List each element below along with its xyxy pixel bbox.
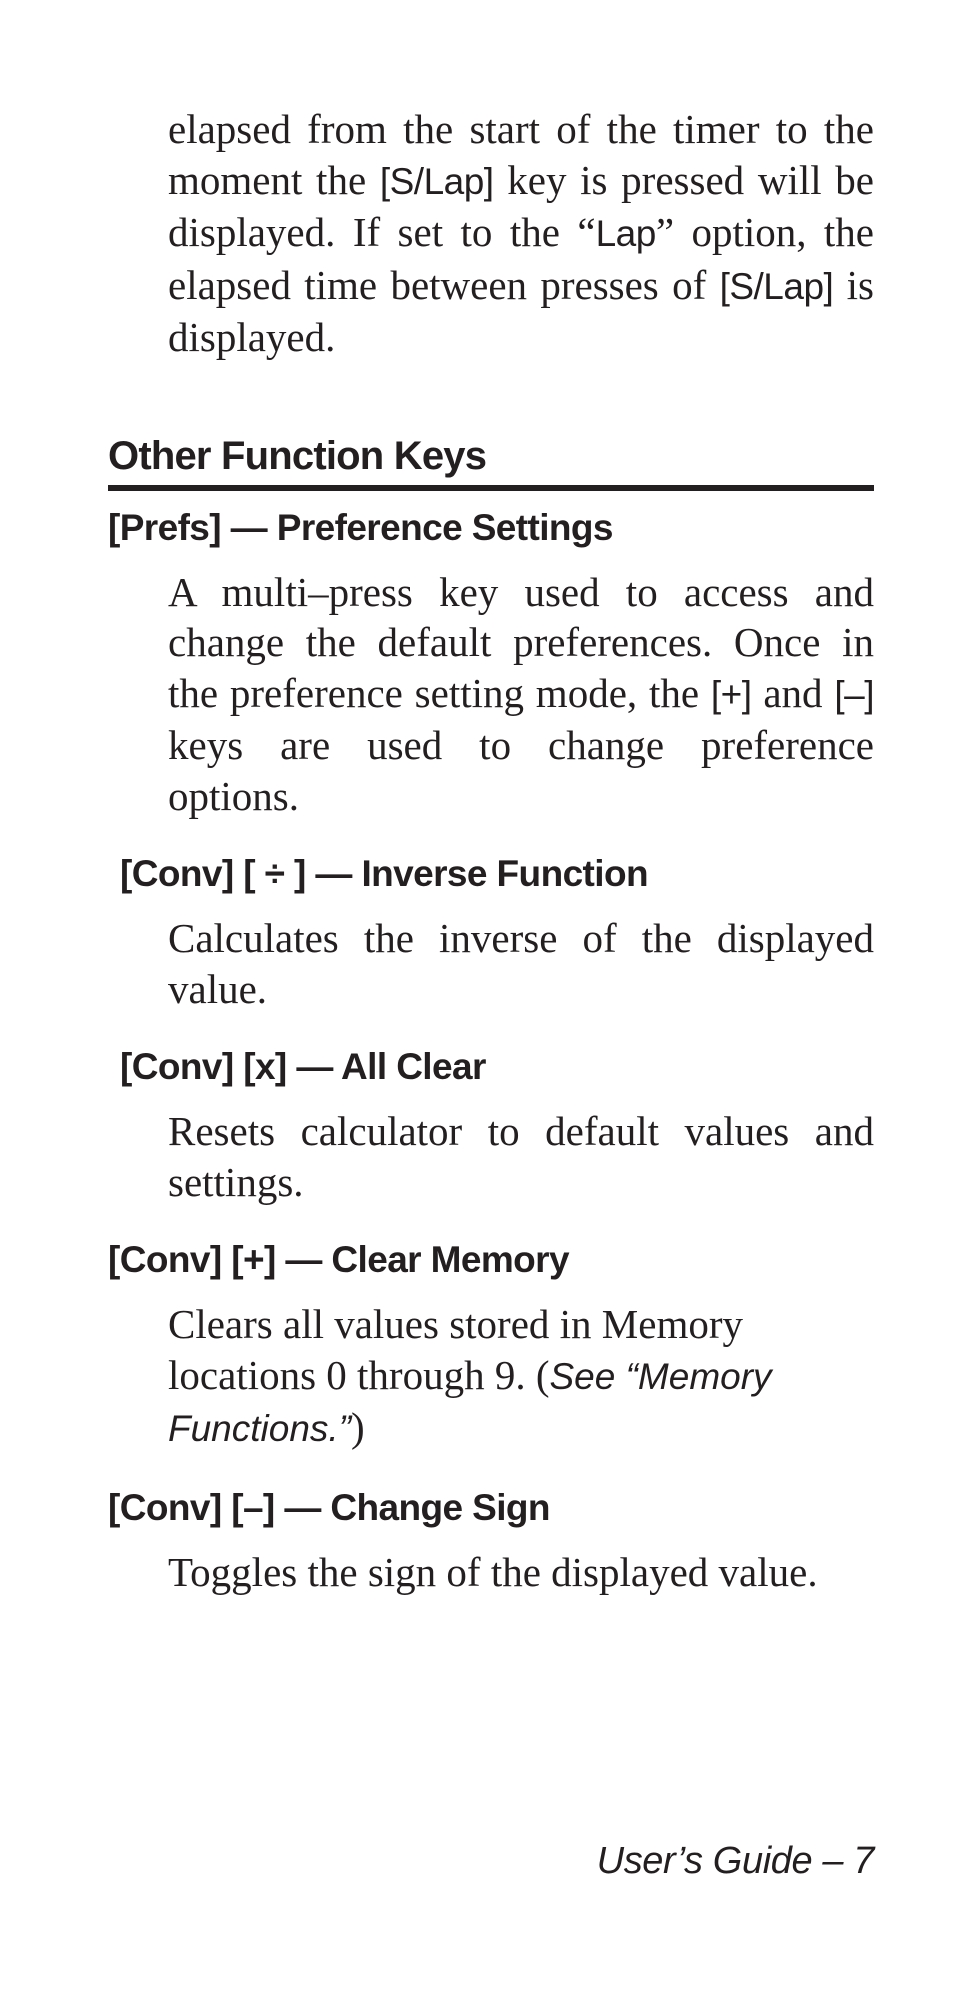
manual-page	[108, 104, 874, 1597]
minus-key: [–]	[834, 673, 874, 715]
entry-heading: [Conv] [x] — All Clear	[120, 1046, 486, 1087]
entry-heading: [Conv] [ ÷ ] — Inverse Function	[120, 853, 648, 894]
entry-description: Toggles the sign of the displayed value.	[168, 1548, 818, 1595]
lap-option: Lap	[595, 213, 656, 254]
entry-description: Clears all values stored in Memory locations 0 through 9. (See “Memory Functions.”)	[168, 1301, 772, 1450]
entry-clear-memory	[108, 1237, 874, 1455]
plus-key: [+]	[710, 673, 752, 715]
entry-inverse-function	[108, 851, 874, 1014]
entry-description: Resets calculator to default values and settings.	[168, 1108, 874, 1205]
entry-prefs	[108, 505, 874, 822]
memory-functions-reference: See “Memory Functions.”	[168, 1355, 772, 1449]
s-lap-key: [S/Lap]	[379, 160, 494, 202]
entry-heading: [Prefs] — Preference Settings	[108, 506, 613, 548]
entry-description: Calculates the inverse of the displayed value.	[168, 915, 874, 1012]
entry-heading: [Conv] [–] — Change Sign	[108, 1486, 550, 1528]
entry-all-clear	[108, 1044, 874, 1207]
entry-description: A multi–press key used to access and change the default preferences. Once in the preference setting mode, the [+] and [–] keys are used to change preference options.	[168, 568, 874, 819]
s-lap-key: [S/Lap]	[719, 265, 834, 307]
page-footer: User’s Guide – 7	[596, 1840, 874, 1882]
section-heading: Other Function Keys	[108, 433, 874, 491]
intro-paragraph: elapsed from the start of the timer to the moment the [S/Lap] key is pressed will be displayed. If set to the “Lap” option, the elapsed time between presses of [S/Lap] is displayed.	[168, 106, 874, 360]
entry-change-sign	[108, 1485, 874, 1598]
entry-heading: [Conv] [+] — Clear Memory	[108, 1239, 569, 1280]
